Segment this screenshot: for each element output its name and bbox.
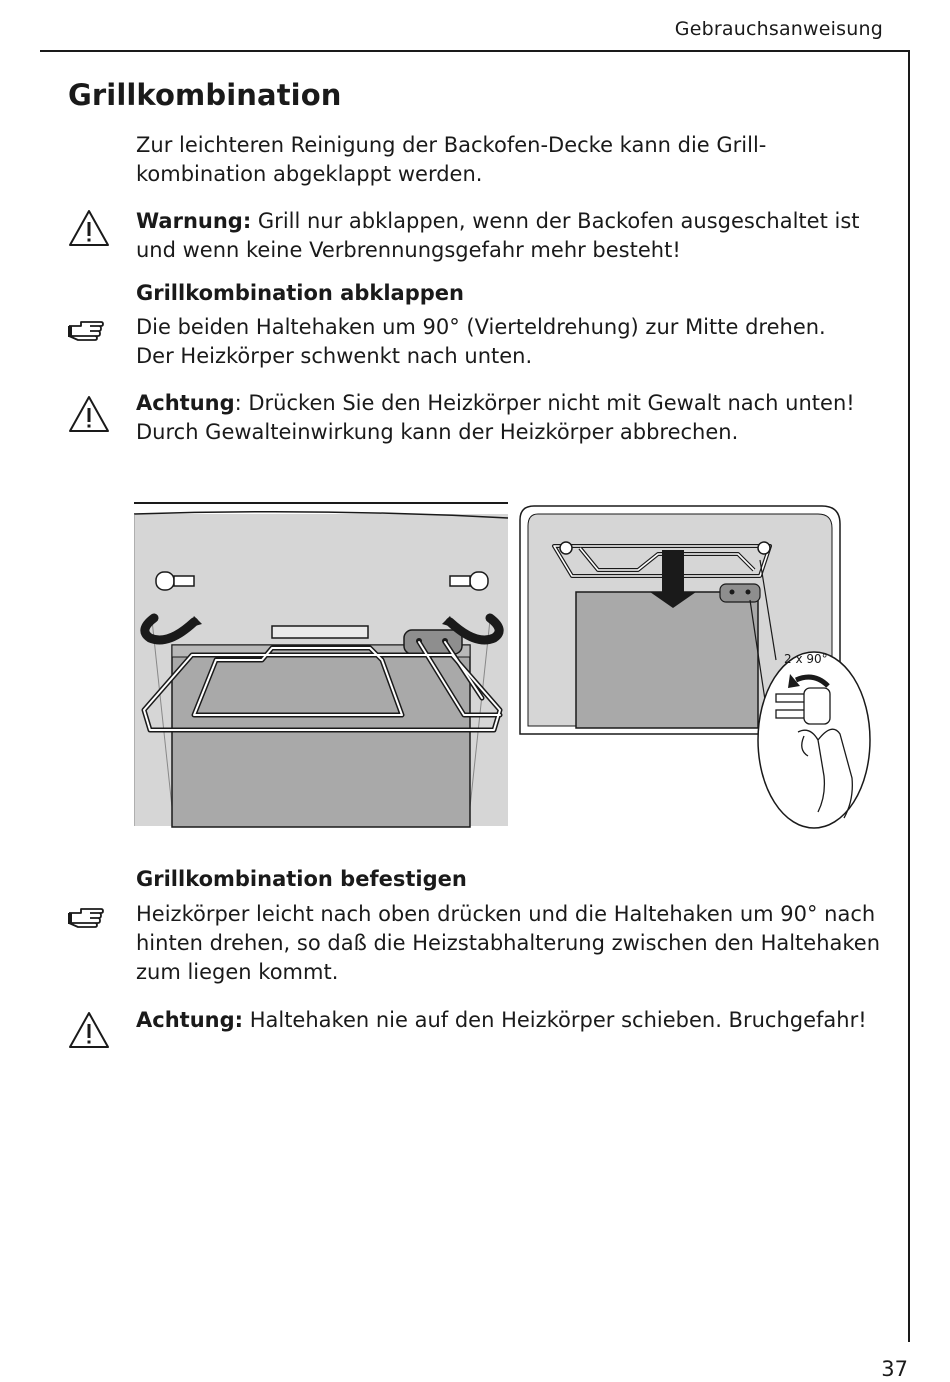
step-abklappen: Die beiden Haltehaken um 90° (Vierteldrehung) zur Mitte drehen. Der Heizkörper schwenkt nach unten. — [136, 315, 826, 368]
caution-triangle-icon — [67, 1010, 111, 1050]
pointing-hand-icon — [66, 318, 106, 342]
margin-rule — [908, 50, 910, 1342]
warning-label: Warnung: — [136, 209, 252, 233]
warning-triangle-icon — [67, 208, 111, 248]
caution-triangle-icon — [67, 394, 111, 434]
caution-label-1: Achtung — [136, 391, 235, 415]
warning-paragraph: Warnung: Grill nur abklappen, wenn der Backofen ausgeschaltet ist und wenn keine Verbrennungsgefahr mehr besteht! — [136, 209, 860, 262]
caution-paragraph-1: Achtung: Drücken Sie den Heizkörper nicht mit Gewalt nach unten! Durch Gewalteinwirkung kann der Heizkörper abbrechen. — [136, 391, 855, 444]
section-title: Grillkombination — [68, 78, 342, 112]
caution-paragraph-2: Achtung: Haltehaken nie auf den Heizkörper schieben. Bruchgefahr! — [136, 1008, 867, 1032]
caution-label-2: Achtung: — [136, 1008, 244, 1032]
subheading-befestigen: Grillkombination befestigen — [136, 867, 467, 891]
subheading-abklappen: Grillkombination abklappen — [136, 281, 464, 305]
header-rule — [40, 50, 910, 52]
intro-paragraph: Zur leichteren Reinigung der Backofen-Decke kann die Grill- kombination abgeklappt werden. — [136, 133, 767, 186]
page-number: 37 — [881, 1357, 908, 1381]
figure-grill-folded — [134, 500, 510, 828]
step-befestigen: Heizkörper leicht nach oben drücken und die Haltehaken um 90° nach hinten drehen, so daß die Heizstabhalterung zwischen den Haltehaken zum liegen kommt. — [136, 902, 881, 984]
pointing-hand-icon — [66, 905, 106, 929]
running-header: Gebrauchsanweisung — [674, 18, 883, 40]
callout-label: 2 x 90° — [784, 652, 828, 666]
